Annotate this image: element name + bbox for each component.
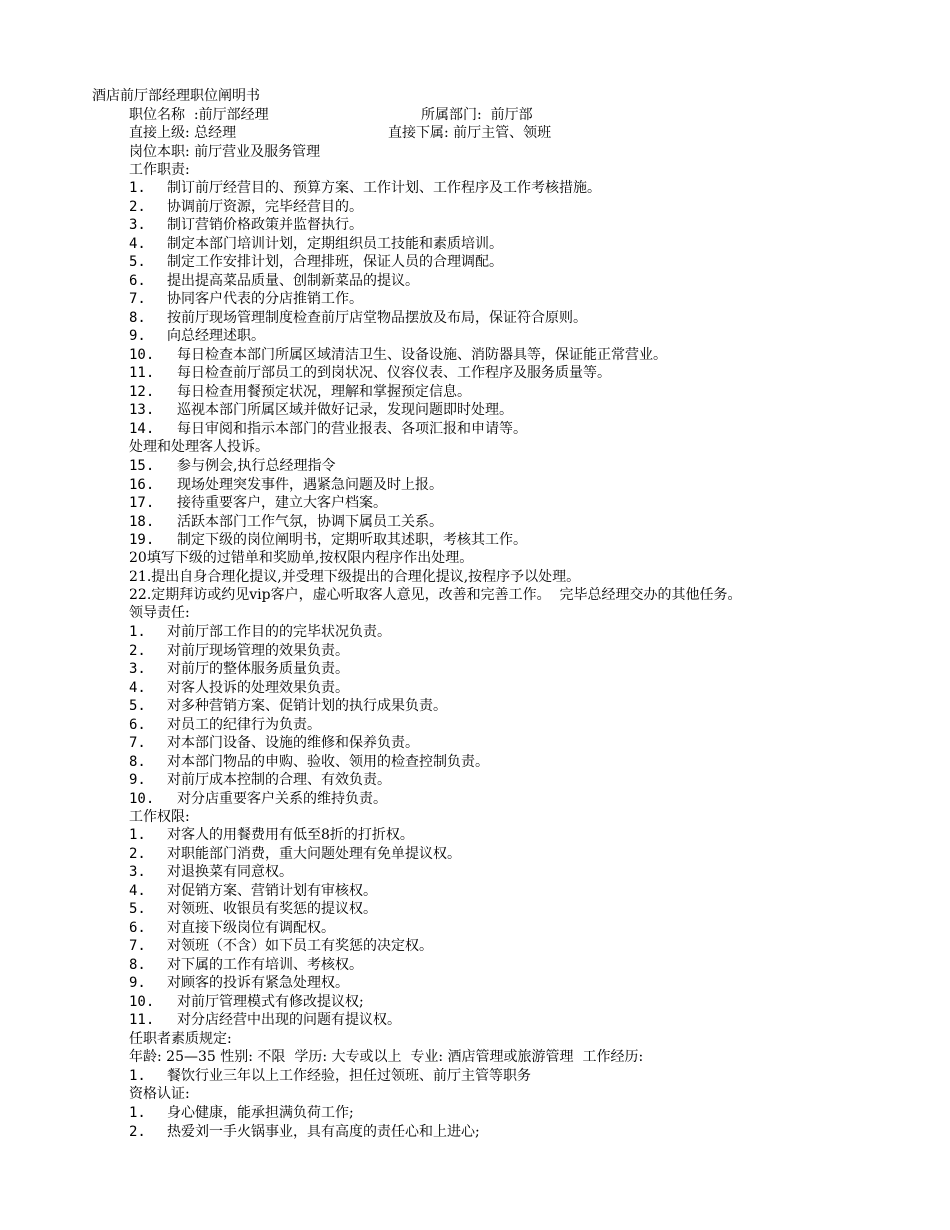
list-item-text: 参与例会,执行总经理指令 (177, 458, 336, 474)
direct-subordinate: 直接下属: 前厅主管、领班 (388, 125, 552, 141)
list-item-text: 每日检查本部门所属区域清洁卫生、设备设施、消防器具等，保证能正常营业。 (177, 346, 667, 363)
list-item-text: 巡视本部门所属区域并做好记录，发现问题即时处理。 (177, 402, 513, 418)
list-item-number: 14. (129, 420, 155, 437)
list-item-number: 3. (129, 661, 146, 677)
list-item-number: 2. (129, 845, 146, 862)
list-item-number: 6. (129, 272, 146, 289)
list-item-number: 4. (129, 679, 146, 696)
direct-superior: 直接上级: 总经理 (129, 125, 237, 141)
list-item-text: 每日检查用餐预定状况，理解和掌握预定信息。 (177, 383, 471, 400)
list-item-number: 11. (129, 365, 155, 381)
responsibility-heading: 领导责任: (129, 605, 190, 621)
list-item-number: 5. (129, 698, 146, 714)
list-item-text: 对顾客的投诉有紧急处理权。 (167, 975, 349, 991)
list-item-text: 制定工作安排计划，合理排班，保证人员的合理调配。 (167, 254, 503, 270)
list-item-number: 9. (129, 328, 146, 344)
list-item-number: 2. (129, 198, 146, 215)
list-item-number: 12. (129, 383, 155, 400)
list-item-number: 2. (129, 1123, 146, 1140)
list-item-text: 对职能部门消费，重大问题处理有免单提议权。 (167, 845, 461, 862)
list-item-number: 1. (129, 180, 146, 196)
document-title: 酒店前厅部经理职位阐明书 (92, 88, 260, 104)
list-item-text: 每日检查前厅部员工的到岗状况、仪容仪表、工作程序及服务质量等。 (177, 365, 611, 381)
list-item-number: 7. (129, 735, 146, 751)
list-item-text: 协调前厅资源，完毕经营目的。 (167, 198, 363, 215)
list-item-text: 制订营销价格政策并监督执行。 (167, 217, 363, 233)
list-item-text: 对员工的纪律行为负责。 (167, 716, 321, 733)
list-item-text: 对本部门物品的申购、验收、领用的检查控制负责。 (167, 753, 489, 770)
list-item-text: 对分店重要客户关系的维持负责。 (177, 790, 387, 807)
list-item-text: 向总经理述职。 (167, 328, 265, 344)
list-item-number: 9. (129, 975, 146, 991)
list-item-number: 18. (129, 513, 155, 530)
qualification-line: 年龄: 25—35 性别: 不限 学历: 大专或以上 专业: 酒店管理或旅游管理 工作经历: (129, 1049, 644, 1065)
authority-heading: 工作权限: (129, 809, 190, 825)
list-item-text: 对前厅的整体服务质量负责。 (167, 661, 349, 677)
list-item-number: 4. (129, 882, 146, 899)
list-item-number: 2. (129, 642, 146, 659)
list-item-text: 制订前厅经营目的、预算方案、工作计划、工作程序及工作考核措施。 (167, 180, 601, 196)
list-item-text: 对客人投诉的处理效果负责。 (167, 679, 349, 696)
list-item-number: 19. (129, 532, 155, 548)
list-item-text: 对前厅部工作目的的完毕状况负责。 (167, 624, 391, 640)
list-item-text: 制定下级的岗位阐明书，定期听取其述职，考核其工作。 (177, 532, 527, 548)
list-item-text: 身心健康，能承担满负荷工作; (167, 1105, 354, 1121)
list-item-number: 16. (129, 476, 155, 493)
list-item-number: 7. (129, 938, 146, 954)
list-item-text: 对分店经营中出现的问题有提议权。 (177, 1012, 401, 1028)
list-item-text: 对退换菜有同意权。 (167, 864, 293, 880)
list-item-text: 每日审阅和指示本部门的营业报表、各项汇报和申请等。 (177, 420, 527, 437)
list-item-number: 6. (129, 716, 146, 733)
duty-22: 22.定期拜访或约见vip客户，虚心听取客人意见，改善和完善工作。 完毕总经理交办的其他任务。 (129, 587, 742, 603)
list-item-text: 按前厅现场管理制度检查前厅店堂物品摆放及布局，保证符合原则。 (167, 309, 587, 326)
duty-21: 21.提出自身合理化提议,并受理下级提出的合理化提议,按程序予以处理。 (129, 569, 581, 585)
list-item-text: 协同客户代表的分店推销工作。 (167, 291, 363, 307)
list-item-number: 8. (129, 753, 146, 770)
complaint-line: 处理和处理客人投诉。 (129, 439, 269, 455)
list-item-number: 13. (129, 402, 155, 418)
list-item-number: 17. (129, 495, 155, 511)
list-item-text: 对客人的用餐费用有低至8折的打折权。 (167, 827, 414, 843)
list-item-number: 8. (129, 956, 146, 973)
list-item-text: 对领班、收银员有奖惩的提议权。 (167, 901, 377, 917)
list-item-text: 制定本部门培训计划，定期组织员工技能和素质培训。 (167, 235, 503, 252)
duty-20: 20填写下级的过错单和奖励单,按权限内程序作出处理。 (129, 550, 474, 566)
list-item-text: 对直接下级岗位有调配权。 (167, 919, 335, 936)
list-item-number: 15. (129, 458, 155, 474)
list-item-text: 对下属的工作有培训、考核权。 (167, 956, 363, 973)
list-item-number: 10. (129, 993, 155, 1010)
list-item-text: 对前厅现场管理的效果负责。 (167, 642, 349, 659)
qualification-heading: 任职者素质规定: (129, 1031, 232, 1047)
list-item-number: 10. (129, 790, 155, 807)
list-item-number: 5. (129, 901, 146, 917)
list-item-text: 对本部门设备、设施的维修和保养负责。 (167, 735, 419, 751)
list-item-text: 对前厅管理模式有修改提议权; (177, 993, 364, 1010)
list-item-number: 10. (129, 346, 155, 363)
department: 所属部门: 前厅部 (421, 107, 533, 123)
position-name: 职位名称 :前厅部经理 (129, 107, 269, 123)
list-item-number: 7. (129, 291, 146, 307)
list-item-number: 1. (129, 624, 146, 640)
list-item-number: 1. (129, 827, 146, 843)
list-item-number: 3. (129, 864, 146, 880)
list-item-text: 对前厅成本控制的合理、有效负责。 (167, 772, 391, 788)
list-item-text: 提出提高菜品质量、创制新菜品的提议。 (167, 272, 419, 289)
list-item-text: 对多种营销方案、促销计划的执行成果负责。 (167, 698, 447, 714)
list-item-number: 1. (129, 1068, 146, 1084)
list-item-number: 6. (129, 919, 146, 936)
list-item-text: 对领班（不含）如下员工有奖惩的决定权。 (167, 938, 433, 954)
list-item-text: 现场处理突发事件，遇紧急问题及时上报。 (177, 476, 443, 493)
role-summary: 岗位本职: 前厅营业及服务管理 (129, 144, 321, 160)
list-item-text: 对促销方案、营销计划有审核权。 (167, 882, 377, 899)
certification-heading: 资格认证: (129, 1086, 190, 1102)
list-item-text: 餐饮行业三年以上工作经验，担任过领班、前厅主管等职务 (167, 1068, 531, 1084)
list-item-number: 3. (129, 217, 146, 233)
list-item-text: 热爱刘一手火锅事业，具有高度的责任心和上进心; (167, 1123, 480, 1140)
duties-heading: 工作职责: (129, 162, 190, 178)
list-item-number: 4. (129, 235, 146, 252)
list-item-number: 9. (129, 772, 146, 788)
list-item-number: 11. (129, 1012, 155, 1028)
list-item-number: 8. (129, 309, 146, 326)
list-item-number: 1. (129, 1105, 146, 1121)
list-item-text: 活跃本部门工作气氛，协调下属员工关系。 (177, 513, 443, 530)
list-item-text: 接待重要客户，建立大客户档案。 (177, 495, 387, 511)
list-item-number: 5. (129, 254, 146, 270)
